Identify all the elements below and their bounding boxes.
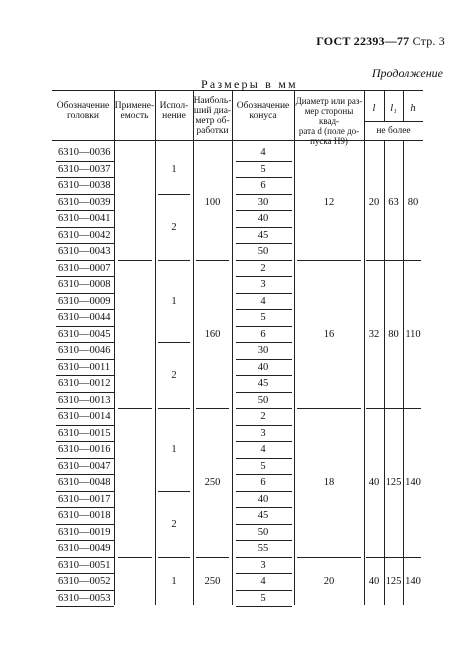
group-divider — [366, 557, 421, 558]
cone-designation: 4 — [260, 147, 266, 158]
header-line: Диаметр или раз- — [295, 96, 363, 106]
header-line: конуса — [249, 111, 277, 121]
execution-divider — [158, 342, 190, 343]
cone-designation: 50 — [257, 394, 269, 406]
execution-number: 2 — [171, 518, 177, 530]
length-l1: 63 — [388, 196, 399, 208]
cone-designation: 3 — [260, 559, 266, 571]
head-designation: 6310—0013 — [58, 394, 111, 406]
group-divider — [118, 557, 152, 558]
head-designation: 6310—0049 — [58, 543, 111, 554]
group-divider — [297, 557, 361, 558]
standard-number: ГОСТ 22393—77 — [316, 34, 410, 48]
execution-divider — [158, 491, 190, 492]
header-l: l — [372, 103, 376, 114]
head-designation: 6310—0038 — [58, 180, 111, 191]
header-line: пуска H9) — [310, 136, 348, 146]
max-diameter: 100 — [204, 196, 221, 208]
cone-designation: 55 — [257, 543, 269, 554]
head-designation: 6310—0037 — [58, 163, 111, 175]
header-l1: l₁ — [390, 103, 397, 114]
header-line: Испол- — [159, 101, 189, 111]
head-designation: 6310—0044 — [58, 312, 111, 323]
length-l1: 125 — [385, 576, 402, 588]
table-header-rule — [52, 140, 423, 141]
max-diameter: 250 — [204, 477, 221, 489]
header-h: h — [410, 103, 416, 114]
header-line: емость — [120, 111, 149, 121]
execution-number: 1 — [171, 576, 177, 588]
length-l: 20 — [368, 196, 380, 208]
header-line: ший диа- — [193, 106, 232, 116]
head-designation: 6310—0011 — [58, 361, 111, 373]
head-designation: 6310—0041 — [58, 213, 111, 224]
length-l: 32 — [368, 328, 380, 340]
group-divider — [196, 557, 229, 558]
group-divider — [196, 260, 229, 261]
square-size: 20 — [323, 576, 335, 588]
header-line: метр об- — [195, 116, 230, 126]
head-designation: 6310—0047 — [58, 460, 111, 472]
cone-designation: 4 — [260, 576, 266, 587]
height-h: 140 — [405, 477, 421, 489]
cone-designation: 6 — [260, 477, 266, 488]
head-designation: 6310—0053 — [58, 592, 111, 604]
head-designation: 6310—0015 — [58, 427, 111, 439]
cone-designation: 30 — [257, 345, 269, 356]
row-underline — [236, 606, 292, 607]
head-designation: 6310—0018 — [58, 510, 111, 521]
cone-designation: 5 — [260, 460, 266, 472]
head-designation: 6310—0016 — [58, 444, 111, 455]
head-designation: 6310—0043 — [58, 246, 111, 257]
head-designation: 6310—0046 — [58, 345, 111, 356]
square-size: 12 — [323, 196, 335, 208]
group-divider — [297, 408, 361, 409]
square-size: 18 — [323, 477, 335, 489]
execution-divider — [158, 194, 190, 195]
group-divider — [366, 260, 421, 261]
cone-designation: 3 — [260, 279, 266, 290]
head-designation: 6310—0019 — [58, 526, 111, 538]
group-divider — [158, 557, 190, 558]
header-max-diameter — [193, 96, 232, 136]
group-divider — [366, 408, 421, 409]
header-line: мер стороны квад- — [304, 106, 354, 126]
cone-designation: 4 — [260, 295, 266, 307]
height-h: 140 — [405, 576, 421, 588]
length-l: 40 — [368, 477, 380, 489]
units-caption: Размеры в мм — [201, 77, 298, 91]
head-designation: 6310—0051 — [58, 559, 111, 571]
head-designation: 6310—0045 — [58, 328, 111, 340]
not-more-rule — [364, 121, 423, 122]
execution-number: 2 — [171, 370, 177, 381]
head-designation: 6310—0008 — [58, 279, 111, 290]
head-designation: 6310—0014 — [58, 411, 111, 422]
group-divider — [158, 260, 190, 261]
cone-designation: 45 — [257, 229, 269, 241]
cone-designation: 45 — [257, 378, 269, 389]
cone-designation: 40 — [257, 361, 269, 373]
cone-designation: 6 — [260, 328, 266, 340]
header-not-more: не более — [376, 126, 411, 136]
col-divider — [193, 90, 194, 605]
cone-designation: 50 — [257, 246, 269, 257]
header-line: работки — [196, 126, 229, 136]
head-designation: 6310—0052 — [58, 576, 111, 587]
continuation-label: Продолжение — [371, 66, 443, 80]
cone-designation: 45 — [257, 510, 269, 521]
head-designation: 6310—0036 — [58, 147, 111, 158]
header-cone — [232, 101, 294, 121]
head-designation: 6310—0012 — [58, 378, 111, 389]
length-l1: 125 — [385, 477, 402, 489]
group-divider — [196, 408, 229, 409]
header-line: Обозначение — [236, 101, 290, 111]
header-head — [52, 101, 114, 121]
header-line: рата d (поле до- — [298, 126, 360, 136]
group-divider — [158, 408, 190, 409]
header-line: Наиболь- — [193, 96, 232, 106]
header-line: нение — [162, 111, 186, 121]
cone-designation: 30 — [257, 196, 269, 208]
group-divider — [118, 408, 152, 409]
group-divider — [297, 260, 361, 261]
cone-designation: 40 — [257, 213, 269, 224]
head-designation: 6310—0007 — [58, 262, 111, 274]
page-number: Стр. 3 — [412, 34, 445, 48]
head-designation: 6310—0042 — [58, 229, 111, 241]
cone-designation: 2 — [260, 411, 266, 422]
head-designation: 6310—0009 — [58, 295, 111, 307]
cone-designation: 5 — [260, 163, 266, 175]
cone-designation: 2 — [260, 262, 266, 274]
execution-number: 2 — [171, 221, 177, 233]
head-designation: 6310—0017 — [58, 493, 111, 505]
header-line: головки — [67, 111, 99, 121]
cone-designation: 50 — [257, 526, 269, 538]
cone-designation: 5 — [260, 312, 266, 323]
execution-number: 1 — [171, 444, 177, 456]
head-designation: 6310—0048 — [58, 477, 111, 488]
execution-number: 1 — [171, 163, 177, 175]
cone-designation: 3 — [260, 427, 266, 439]
length-l1: 80 — [388, 328, 399, 340]
height-h: 80 — [407, 196, 419, 208]
height-h: 110 — [405, 328, 421, 340]
col-divider — [364, 90, 365, 605]
cone-designation: 5 — [260, 592, 266, 604]
header-line: Обозначение — [56, 101, 110, 111]
square-size: 16 — [323, 328, 335, 340]
header-line: Примене- — [114, 101, 155, 111]
header-applicability — [114, 101, 155, 121]
table-top-rule — [52, 90, 423, 91]
cone-designation: 6 — [260, 180, 266, 191]
head-designation: 6310—0039 — [58, 196, 111, 208]
col-divider — [294, 90, 295, 605]
header-square — [294, 96, 364, 146]
execution-number: 1 — [171, 295, 177, 307]
length-l: 40 — [368, 576, 380, 588]
group-divider — [118, 260, 152, 261]
row-underline — [56, 606, 114, 607]
cone-designation: 40 — [257, 493, 269, 505]
header-execution — [155, 101, 193, 121]
max-diameter: 160 — [204, 328, 221, 340]
cone-designation: 4 — [260, 444, 266, 455]
max-diameter: 250 — [204, 576, 221, 588]
